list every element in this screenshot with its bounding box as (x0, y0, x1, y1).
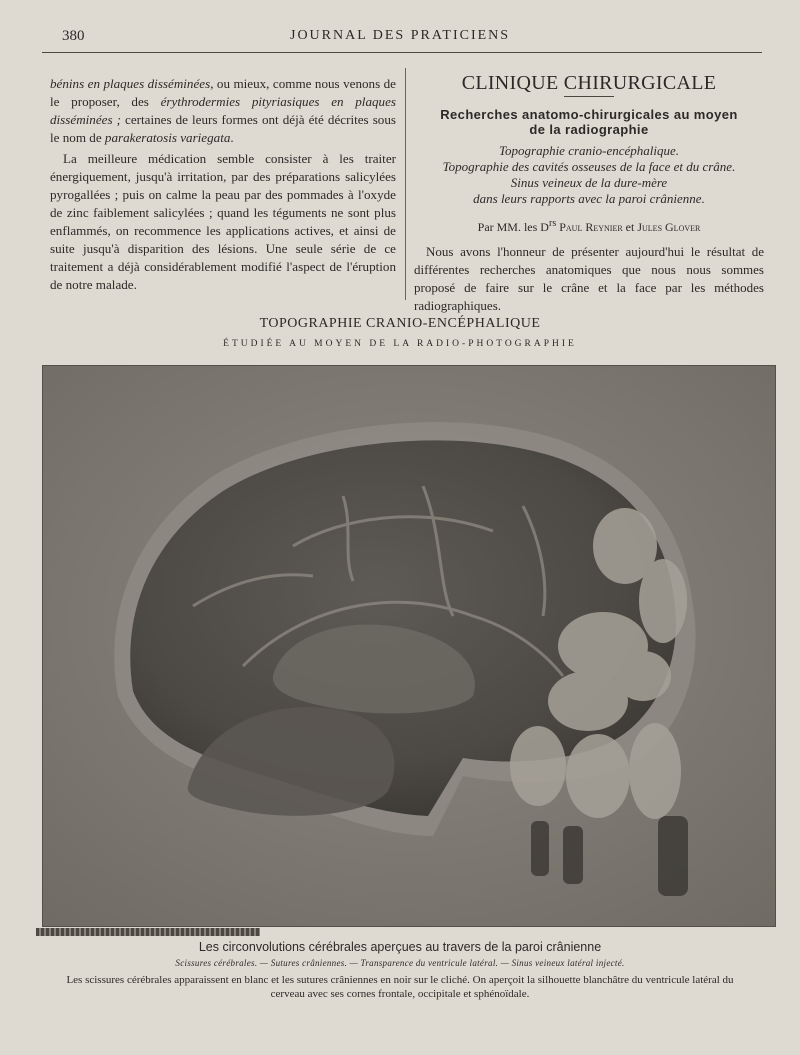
figure-caption: Les circonvolutions cérébrales aperçues au travers de la paroi crânienne (198, 940, 602, 954)
subhead-line-1: Topographie cranio-encéphalique. (498, 143, 680, 158)
skull-radiograph-figure (42, 365, 776, 927)
skull-radiograph-image (43, 366, 775, 926)
italic-term-2: érythrodermies pityriasiques en plaques disséminées ; (50, 94, 396, 127)
authors-prefix: Par MM. les D (477, 220, 549, 234)
italic-term-3: parakeratosis variegata (104, 130, 231, 145)
left-paragraph-2: La meilleure médication semble consister à les traiter énergiquement, jusqu'à irritation, par des préparations salicylées pyrogallées ; puis on calme la peau par des pommades à l'oxyde de zinc faiblement salicylées ; quand les téguments ne sont plus enflammés, on recommence les applications actives, et ainsi de suite jusqu'à disparition des lésions. Une seule série de ce traitement a déjà considérablement modifié l'aspect de l'éruption de notre malade. (50, 151, 396, 292)
article-authors (414, 216, 764, 235)
article-title-line-1: Recherches anatomo-chirurgicales au moyen (440, 107, 738, 122)
subhead-line-3: Sinus veineux de la dure-mère (510, 175, 668, 190)
article-subhead (414, 143, 764, 207)
figure-legend: Scissures cérébrales. — Sutures crâniennes. — Transparence du ventricule latéral. — Sinus veineux latéral injecté. (175, 958, 625, 968)
author-name-2: Jules Glover (637, 220, 701, 234)
figure-note: Les scissures cérébrales apparaissent en blanc et les sutures crâniennes en noir sur le cliché. On aperçoit la silhouette blanchâtre du ventricule latéral du cerveau avec ses cornes frontale, occipitale et sphénoïdale. (66, 974, 734, 1000)
left-paragraph-1 (50, 75, 396, 147)
text-run: . (230, 130, 234, 145)
right-column (414, 72, 764, 315)
text-run: , ou mieux, comme nous venons de le proposer, des (50, 76, 396, 109)
page-number: 380 (62, 28, 85, 44)
figure-title: TOPOGRAPHIE CRANIO-ENCÉPHALIQUE (259, 316, 541, 331)
subhead-line-4: dans leurs rapports avec la paroi crânienne. (473, 191, 705, 206)
authors-and: et (625, 220, 635, 234)
engraver-credit-strip (36, 928, 260, 936)
journal-running-head: JOURNAL DES PRATICIENS (290, 28, 511, 43)
italic-term-1: bénins en plaques disséminées (50, 76, 211, 91)
article-title (414, 107, 764, 137)
subhead-line-2: Topographie des cavités osseuses de la face et du crâne. (442, 159, 736, 174)
author-name-1: Paul Reynier (559, 220, 623, 234)
text-run: certaines de leurs formes ont déjà été décrites sous le nom de (50, 112, 396, 145)
article-body: Nous avons l'honneur de présenter aujourd'hui le résultat de différentes recherches anatomiques que nous nous sommes proposé de faire sur le crâne et la face par les méthodes radiographiques. (414, 244, 764, 313)
header-rule (42, 52, 762, 53)
figure-subtitle: ÉTUDIÉE AU MOYEN DE LA RADIO-PHOTOGRAPHIE (223, 339, 577, 349)
article-title-line-2: de la radiographie (529, 122, 649, 137)
section-title-rule (564, 96, 614, 97)
authors-sup: rs (548, 218, 557, 229)
column-divider (405, 68, 406, 300)
left-column (50, 75, 396, 294)
section-title: CLINIQUE CHIRURGICALE (461, 72, 717, 94)
